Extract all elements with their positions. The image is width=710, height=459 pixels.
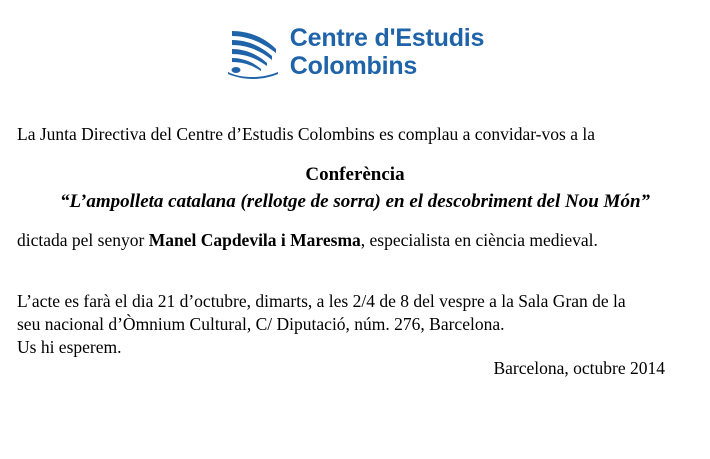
logo-wordmark xyxy=(290,26,484,79)
event-details-line-2: seu nacional d’Òmnium Cultural, C/ Diputació, núm. 276, Barcelona. xyxy=(17,313,505,334)
conference-label: Conferència xyxy=(305,164,405,185)
speaker-prefix: dictada pel senyor xyxy=(17,229,149,250)
speaker-suffix: , especialista en ciència medieval. xyxy=(360,229,598,250)
speaker-paragraph xyxy=(17,230,693,252)
event-details-line-3: Us hi esperem. xyxy=(17,337,122,358)
intro-paragraph: La Junta Directiva del Centre d’Estudis Colombins es complau a convidar-vos a la xyxy=(17,123,595,144)
wave-boat-icon xyxy=(226,27,280,79)
logo-inner xyxy=(226,26,484,79)
closing-place-date: Barcelona, octubre 2014 xyxy=(493,357,665,378)
conference-title: “L’ampolleta catalana (rellotge de sorra) en el descobriment del Nou Món” xyxy=(59,191,651,212)
speaker-name: Manel Capdevila i Maresma xyxy=(148,229,361,250)
event-details xyxy=(17,290,681,360)
event-details-line-1: L’acte es farà el dia 21 d’octubre, dimarts, a les 2/4 de 8 del vespre a la Sala Gran de la xyxy=(17,290,626,311)
logo-line-1: Centre d'Estudis xyxy=(289,24,485,52)
organization-logo xyxy=(0,26,710,79)
logo-line-2: Colombins xyxy=(289,52,418,80)
